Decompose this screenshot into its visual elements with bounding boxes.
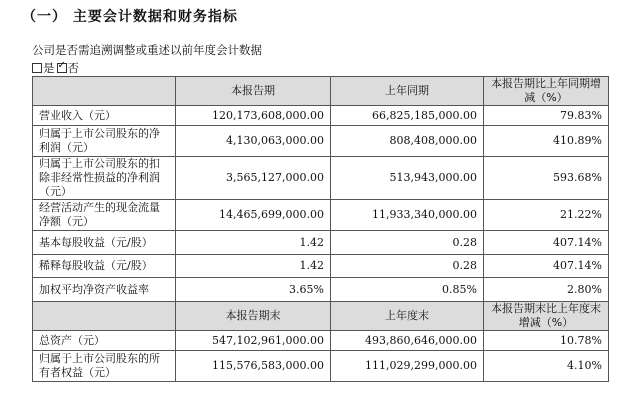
- header-prior-period: 上年同期: [331, 77, 484, 106]
- header-current-period: 本报告期: [176, 77, 331, 106]
- row-change: 21.22%: [484, 200, 609, 231]
- row-change: 79.83%: [484, 106, 609, 126]
- header-change-pct: 本报告期比上年同期增减（%）: [484, 77, 609, 106]
- row-current: 115,576,583,000.00: [176, 351, 331, 382]
- option-yes-label: 是: [43, 61, 55, 75]
- checkbox-yes[interactable]: [32, 63, 42, 73]
- row-current: 547,102,961,000.00: [176, 331, 331, 351]
- option-yes[interactable]: [32, 60, 55, 76]
- row-prior: 111,029,299,000.00: [331, 351, 484, 382]
- retro-adjustment-note: 公司是否需追溯调整或重述以前年度会计数据: [32, 43, 262, 57]
- row-change: 593.68%: [484, 157, 609, 200]
- row-prior: 66,825,185,000.00: [331, 106, 484, 126]
- row-current: 3.65%: [176, 278, 331, 302]
- row-current: 3,565,127,000.00: [176, 157, 331, 200]
- row-change: 10.78%: [484, 331, 609, 351]
- row-label: 经营活动产生的现金流量净额（元）: [33, 200, 176, 231]
- row-label: 基本每股收益（元/股）: [33, 231, 176, 255]
- row-label: 归属于上市公司股东的所有者权益（元）: [33, 351, 176, 382]
- table-header-row: [33, 302, 609, 331]
- row-change: 410.89%: [484, 126, 609, 157]
- row-prior: 808,408,000.00: [331, 126, 484, 157]
- row-change: 4.10%: [484, 351, 609, 382]
- row-label: 营业收入（元）: [33, 106, 176, 126]
- row-label: 归属于上市公司股东的净利润（元）: [33, 126, 176, 157]
- row-prior: 0.85%: [331, 278, 484, 302]
- table-row: [33, 126, 609, 157]
- option-no[interactable]: [57, 60, 80, 76]
- header-blank: [33, 77, 176, 106]
- table-row: [33, 278, 609, 302]
- row-change: 2.80%: [484, 278, 609, 302]
- table-row: [33, 106, 609, 126]
- row-change: 407.14%: [484, 231, 609, 255]
- retro-adjustment-options: [32, 60, 81, 76]
- header-blank: [33, 302, 176, 331]
- row-label: 总资产（元）: [33, 331, 176, 351]
- section-title: （一） 主要会计数据和财务指标: [22, 9, 238, 25]
- row-current: 1.42: [176, 255, 331, 278]
- row-label: 稀释每股收益（元/股）: [33, 255, 176, 278]
- header-prior-year-end: 上年度末: [331, 302, 484, 331]
- financial-indicators-table: [32, 76, 609, 382]
- row-prior: 0.28: [331, 231, 484, 255]
- row-prior: 11,933,340,000.00: [331, 200, 484, 231]
- table-row: [33, 351, 609, 382]
- row-prior: 493,860,646,000.00: [331, 331, 484, 351]
- option-no-label: 否: [67, 61, 79, 75]
- table-row: [33, 200, 609, 231]
- header-change-pct: 本报告期末比上年度末增减（%）: [484, 302, 609, 331]
- table-row: [33, 331, 609, 351]
- row-change: 407.14%: [484, 255, 609, 278]
- row-label: 归属于上市公司股东的扣除非经常性损益的净利润（元）: [33, 157, 176, 200]
- row-current: 14,465,699,000.00: [176, 200, 331, 231]
- table-row: [33, 157, 609, 200]
- row-current: 1.42: [176, 231, 331, 255]
- header-current-period-end: 本报告期末: [176, 302, 331, 331]
- row-label: 加权平均净资产收益率: [33, 278, 176, 302]
- table-row: [33, 255, 609, 278]
- table-row: [33, 231, 609, 255]
- checkbox-no-checked[interactable]: [57, 63, 67, 73]
- row-current: 120,173,608,000.00: [176, 106, 331, 126]
- table-header-row: [33, 77, 609, 106]
- row-prior: 0.28: [331, 255, 484, 278]
- row-current: 4,130,063,000.00: [176, 126, 331, 157]
- row-prior: 513,943,000.00: [331, 157, 484, 200]
